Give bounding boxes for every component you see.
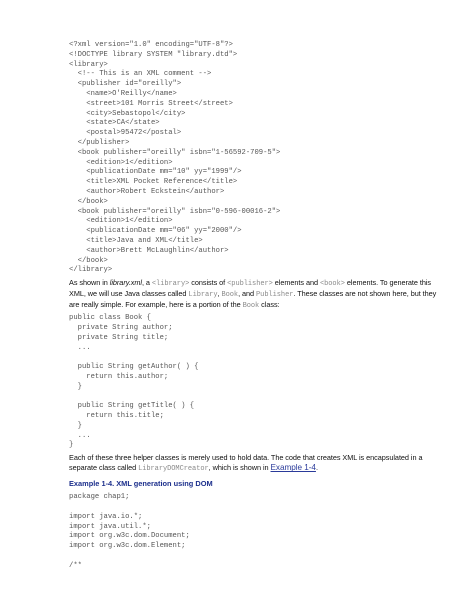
code-line: import org.w3c.dom.Document; [69, 532, 190, 541]
code-line: public String getAuthor( ) { [69, 363, 199, 372]
code-line: public String getTitle( ) { [69, 402, 195, 411]
code-line: private String author; [69, 323, 173, 332]
code-line: return this.author; [69, 372, 169, 381]
code-library-class: Library [188, 291, 218, 300]
example-heading: Example 1-4. XML generation using DOM [69, 479, 213, 489]
code-line: } [69, 421, 82, 430]
code-library-element: <library> [151, 280, 190, 289]
paragraph-library-structure [69, 278, 439, 311]
code-line: /** [69, 561, 82, 570]
code-line: import org.w3c.dom.Element; [69, 542, 186, 551]
text-run: , [217, 289, 222, 299]
code-line: } [69, 382, 82, 391]
code-line: <street>101 Morris Street</street> [69, 99, 233, 108]
code-line: <title>Java and XML</title> [69, 236, 203, 245]
code-line: <?xml version="1.0" encoding="UTF-8"?> [69, 41, 233, 49]
code-line: package chap1; [69, 493, 130, 502]
code-line: <!DOCTYPE library SYSTEM "library.dtd"> [69, 50, 238, 59]
code-line: <state>CA</state> [69, 119, 160, 128]
code-library-dom-creator: LibraryDOMCreator [138, 465, 209, 474]
paragraph-helper-classes [69, 453, 439, 474]
code-line: <postal>95472</postal> [69, 129, 182, 138]
code-line: <title>XML Pocket Reference</title> [69, 178, 238, 187]
code-line: <library> [69, 60, 108, 69]
code-line: public class Book { [69, 314, 151, 323]
code-book-class: Book [221, 291, 239, 300]
code-line: <book publisher="oreilly" isbn="0-596-00016-2"> [69, 207, 281, 216]
code-line: return this.title; [69, 412, 164, 421]
text-run: elements and [272, 278, 320, 288]
code-line: import java.util.*; [69, 522, 151, 531]
code-line: <city>Sebastopol</city> [69, 109, 186, 118]
code-line: <edition>1</edition> [69, 217, 173, 226]
code-line: ... [69, 431, 91, 440]
code-line: <book publisher="oreilly" isbn="1-56592-709-5"> [69, 148, 281, 157]
code-book-class-ref: Book [242, 302, 260, 311]
text-run: elements. To generate this XML, we will use Java classes called [69, 278, 432, 299]
code-line: ... [69, 343, 91, 352]
document-page [69, 41, 439, 572]
code-line: <author>Robert Eckstein</author> [69, 187, 225, 196]
code-publisher-element: <publisher> [227, 280, 273, 289]
code-line: </book> [69, 197, 108, 206]
code-line: </publisher> [69, 138, 130, 147]
example-1-4-link[interactable]: Example 1-4 [270, 463, 316, 473]
text-run: consists of [189, 278, 228, 288]
code-publisher-class: Publisher [256, 291, 294, 300]
code-line: </book> [69, 256, 108, 265]
code-line: <publisher id="oreilly"> [69, 80, 182, 89]
text-run: , which is shown in [208, 463, 271, 473]
text-run: . [315, 463, 318, 473]
code-line: <name>O'Reilly</name> [69, 89, 177, 98]
code-line: private String title; [69, 333, 169, 342]
book-class-code-listing [69, 314, 439, 451]
code-book-element: <book> [319, 280, 345, 289]
dom-example-code-listing [69, 493, 439, 571]
text-run: As shown in [69, 278, 110, 288]
text-run: , and [238, 289, 257, 299]
text-run: class: [259, 300, 280, 310]
code-line: <!-- This is an XML comment --> [69, 70, 212, 79]
code-line: <publicationDate mm="10" yy="1999"/> [69, 168, 242, 177]
code-line: <author>Brett McLaughlin</author> [69, 246, 229, 255]
text-run: , a [141, 278, 152, 288]
code-line: </library> [69, 266, 113, 275]
xml-code-listing [69, 41, 439, 276]
text-run: . These classes are not shown here, but they are really simple. For example, here is a portion of the [69, 289, 437, 310]
code-line: } [69, 441, 74, 450]
filename-library-xml: library.xml [109, 278, 142, 288]
text-run: Each of these three helper classes is merely used to hold data. The code that creates XML is encapsulated in a separate class called [69, 453, 423, 473]
code-line: import java.io.*; [69, 512, 143, 521]
code-line: <edition>1</edition> [69, 158, 173, 167]
code-line: <publicationDate mm="06" yy="2000"/> [69, 227, 242, 236]
